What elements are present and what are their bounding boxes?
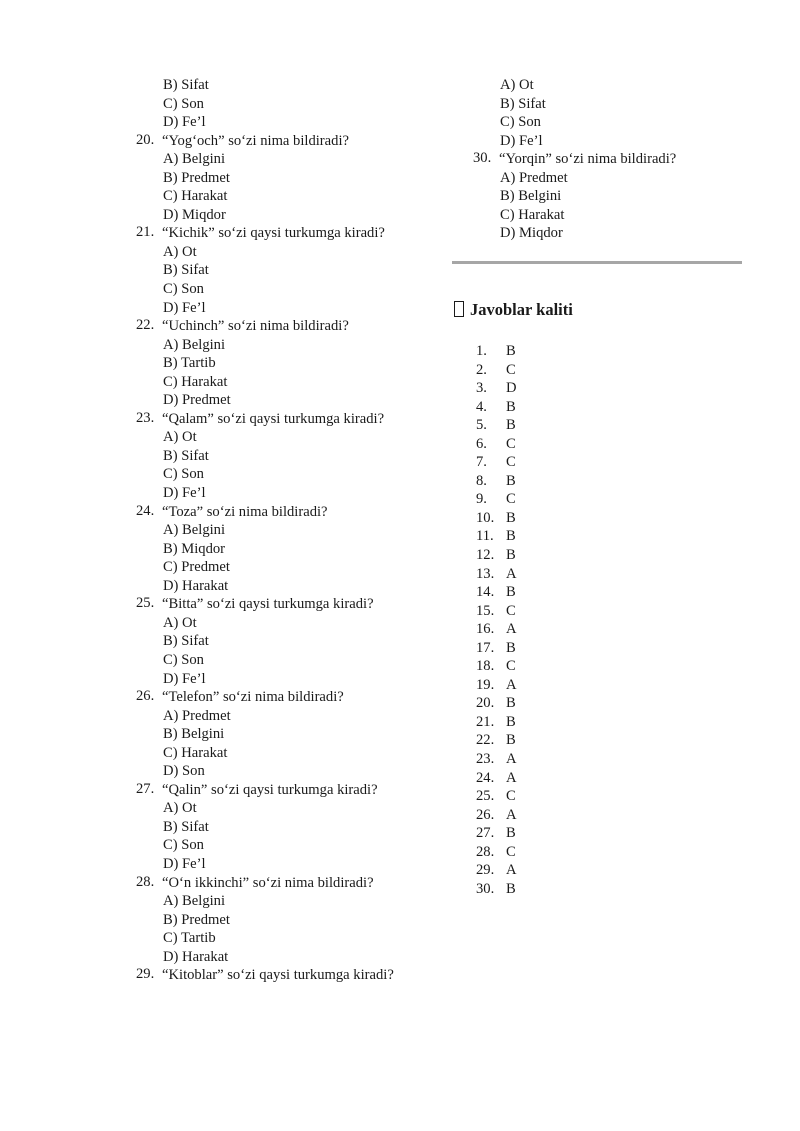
- answer-key-letter: A: [506, 862, 517, 879]
- answer-option: C) Harakat: [163, 744, 228, 761]
- answer-key-item: [476, 435, 517, 454]
- answer-key-letter: B: [506, 398, 516, 415]
- right-column: [473, 76, 753, 243]
- answer-key-letter: C: [506, 658, 516, 675]
- question-header: [136, 688, 436, 707]
- answer-key-number: 16.: [476, 621, 495, 638]
- answer-key-item: [476, 713, 517, 732]
- question-text: “Qalin” so‘zi qaysi turkumga kiradi?: [162, 781, 378, 798]
- answer-key-letter: C: [506, 843, 516, 860]
- answer-key-item: [476, 361, 517, 380]
- answer-option: A) Belgini: [163, 893, 226, 910]
- answer-option: B) Miqdor: [163, 540, 226, 557]
- answer-option: D) Fe’l: [163, 114, 206, 131]
- answer-option: D) Predmet: [163, 392, 231, 409]
- question-header: [136, 224, 436, 243]
- question-header: [136, 874, 436, 893]
- answer-key-item: [476, 342, 517, 361]
- question-number: 22.: [136, 317, 155, 334]
- question-text: “Qalam” so‘zi qaysi turkumga kiradi?: [162, 410, 385, 427]
- answer-key-number: 8.: [476, 472, 487, 489]
- answer-key-number: 14.: [476, 584, 495, 601]
- answer-key-number: 6.: [476, 435, 487, 452]
- question-text: “Telefon” so‘zi nima bildiradi?: [162, 689, 344, 706]
- answer-key-item: [476, 602, 517, 621]
- answer-key-number: 29.: [476, 862, 495, 879]
- answer-key-letter: D: [506, 380, 517, 397]
- answer-key-item: [476, 861, 517, 880]
- question-text: “Yorqin” so‘zi nima bildiradi?: [499, 151, 677, 168]
- answer-key-number: 9.: [476, 491, 487, 508]
- answer-key-letter: B: [506, 472, 516, 489]
- answer-key-letter: B: [506, 732, 516, 749]
- answer-option: A) Ot: [500, 77, 534, 93]
- question-text: “Yog‘och” so‘zi nima bildiradi?: [162, 132, 349, 149]
- answer-key-number: 12.: [476, 547, 495, 564]
- answer-option: A) Predmet: [163, 707, 231, 724]
- answer-option: B) Sifat: [163, 818, 209, 835]
- answer-option: A) Predmet: [500, 169, 568, 186]
- answer-key-number: 30.: [476, 880, 495, 897]
- question-number: 29.: [136, 966, 155, 983]
- answer-option: D) Miqdor: [500, 225, 563, 242]
- answer-key-letter: B: [506, 509, 516, 526]
- answer-option: D) Son: [163, 763, 205, 780]
- question-text: “Uchinch” so‘zi nima bildiradi?: [162, 318, 349, 335]
- answer-key-letter: C: [506, 361, 516, 378]
- answer-option: A) Belgini: [163, 336, 226, 353]
- answer-option: D) Fe’l: [163, 485, 206, 502]
- answer-option: A) Ot: [163, 800, 197, 817]
- answer-key-item: [476, 694, 517, 713]
- answer-key-letter: A: [506, 565, 517, 582]
- answer-key-letter: B: [506, 880, 516, 897]
- answer-option: C) Harakat: [163, 373, 228, 390]
- question-text: “Kichik” so‘zi qaysi turkumga kiradi?: [162, 225, 385, 242]
- answer-key-item: [476, 416, 517, 435]
- answer-key-number: 5.: [476, 417, 487, 434]
- question-item: [136, 688, 436, 781]
- answer-key-item: [476, 565, 517, 584]
- question-text: “Kitoblar” so‘zi qaysi turkumga kiradi?: [162, 967, 394, 984]
- question-number: 27.: [136, 780, 155, 797]
- answer-key-item: [476, 583, 517, 602]
- answer-key-item: [476, 787, 517, 806]
- answer-key-letter: B: [506, 528, 516, 545]
- answer-option: C) Son: [163, 837, 204, 854]
- answer-key-letter: B: [506, 639, 516, 656]
- answer-key-number: 21.: [476, 713, 495, 730]
- answer-key-number: 28.: [476, 843, 495, 860]
- question-number: 28.: [136, 873, 155, 890]
- answer-option: C) Son: [163, 281, 204, 298]
- missing-glyph-icon: [454, 301, 464, 317]
- answer-option: A) Ot: [163, 243, 197, 260]
- answer-key-letter: B: [506, 547, 516, 564]
- answer-key-number: 27.: [476, 825, 495, 842]
- answer-key-item: [476, 453, 517, 472]
- answer-key-letter: B: [506, 695, 516, 712]
- answer-key-letter: C: [506, 435, 516, 452]
- answer-key-item: [476, 639, 517, 658]
- answer-option: D) Fe’l: [500, 132, 543, 149]
- answer-key-number: 17.: [476, 639, 495, 656]
- question-number: 21.: [136, 224, 155, 241]
- answer-key-list: [476, 342, 517, 898]
- question-number: 26.: [136, 688, 155, 705]
- answer-key-number: 13.: [476, 565, 495, 582]
- answer-option: C) Harakat: [163, 188, 228, 205]
- question-header: [136, 595, 436, 614]
- answer-key-number: 18.: [476, 658, 495, 675]
- question-number: 25.: [136, 595, 155, 612]
- answer-key-number: 15.: [476, 602, 495, 619]
- answer-key-letter: B: [506, 713, 516, 730]
- answer-key-letter: C: [506, 491, 516, 508]
- answer-option: B) Sifat: [163, 447, 209, 464]
- answer-option: B) Sifat: [163, 77, 209, 93]
- answer-key-number: 22.: [476, 732, 495, 749]
- answer-key-item: [476, 620, 517, 639]
- answer-key-letter: A: [506, 676, 517, 693]
- question-number: 30.: [473, 150, 492, 167]
- answer-option: B) Tartib: [163, 355, 216, 372]
- answer-option: D) Harakat: [163, 577, 229, 594]
- answer-option: B) Belgini: [163, 726, 225, 743]
- question-item: [136, 317, 436, 410]
- question-item: [136, 595, 436, 688]
- answer-option: D) Fe’l: [163, 670, 206, 687]
- question-header: [136, 503, 436, 522]
- answer-key-number: 1.: [476, 343, 487, 359]
- answer-option: B) Predmet: [163, 169, 230, 186]
- answer-option: C) Son: [163, 95, 204, 112]
- answer-option: D) Miqdor: [163, 206, 226, 223]
- answer-option: A) Belgini: [163, 522, 226, 539]
- question-text: “Toza” so‘zi nima bildiradi?: [162, 503, 328, 520]
- question-item: [136, 224, 436, 317]
- answer-option: A) Ot: [163, 614, 197, 631]
- answer-key-item: [476, 731, 517, 750]
- answer-option: B) Predmet: [163, 911, 230, 928]
- question-item: [136, 410, 436, 503]
- answer-option: B) Sifat: [163, 633, 209, 650]
- answer-option: D) Fe’l: [163, 855, 206, 872]
- answer-key-item: [476, 769, 517, 788]
- question-number: 23.: [136, 409, 155, 426]
- question-header: [473, 150, 753, 169]
- answer-key-number: 4.: [476, 398, 487, 415]
- answer-option: C) Son: [500, 114, 541, 131]
- answer-option: C) Tartib: [163, 930, 216, 947]
- question-number: 24.: [136, 502, 155, 519]
- answer-option: A) Belgini: [163, 151, 226, 168]
- answer-key-letter: B: [506, 343, 516, 359]
- question-item: [136, 966, 436, 985]
- answer-option: C) Son: [163, 651, 204, 668]
- question-text: “O‘n ikkinchi” so‘zi nima bildiradi?: [162, 874, 374, 891]
- answer-key-item: [476, 824, 517, 843]
- answer-key-number: 24.: [476, 769, 495, 786]
- answer-key-letter: A: [506, 621, 517, 638]
- answer-option: B) Sifat: [163, 262, 209, 279]
- answer-key-item: [476, 546, 517, 565]
- answer-option: B) Sifat: [500, 95, 546, 112]
- answer-key-item: [476, 379, 517, 398]
- answer-key-item: [476, 750, 517, 769]
- question-item: [473, 150, 753, 243]
- question-header: [136, 781, 436, 800]
- answer-key-item: [476, 880, 517, 899]
- answer-key-number: 11.: [476, 528, 494, 545]
- answer-key-letter: A: [506, 806, 517, 823]
- answer-key-letter: C: [506, 788, 516, 805]
- answer-key-item: [476, 472, 517, 491]
- answer-key-number: 3.: [476, 380, 487, 397]
- answer-key-number: 25.: [476, 788, 495, 805]
- question-item: [136, 132, 436, 225]
- answer-key-number: 26.: [476, 806, 495, 823]
- answer-key-item: [476, 509, 517, 528]
- answer-key-letter: B: [506, 584, 516, 601]
- answer-option: C) Predmet: [163, 559, 230, 576]
- answer-key-item: [476, 806, 517, 825]
- question-header: [136, 966, 436, 985]
- answer-key-letter: A: [506, 751, 517, 768]
- question-item: [136, 503, 436, 596]
- answer-key-number: 23.: [476, 751, 495, 768]
- left-column: [136, 76, 436, 985]
- answer-key-item: [476, 398, 517, 417]
- answer-option: C) Harakat: [500, 206, 565, 223]
- answer-option: D) Fe’l: [163, 299, 206, 316]
- answer-key-item: [476, 527, 517, 546]
- answer-key-number: 2.: [476, 361, 487, 378]
- answer-option: A) Ot: [163, 429, 197, 446]
- answer-key-item: [476, 490, 517, 509]
- question-header: [136, 410, 436, 429]
- answer-key-number: 10.: [476, 509, 495, 526]
- answer-key-letter: C: [506, 454, 516, 471]
- answer-key-item: [476, 657, 517, 676]
- answer-key-number: 20.: [476, 695, 495, 712]
- answer-key-title: Javoblar kaliti: [470, 300, 573, 319]
- answer-key-item: [476, 843, 517, 862]
- question-item: [136, 781, 436, 874]
- answer-key-heading: [454, 300, 573, 320]
- question-text: “Bitta” so‘zi qaysi turkumga kiradi?: [162, 596, 374, 613]
- question-number: 20.: [136, 131, 155, 148]
- question-header: [136, 132, 436, 151]
- section-divider: [452, 261, 742, 264]
- answer-option: D) Harakat: [163, 948, 229, 965]
- answer-option: C) Son: [163, 466, 204, 483]
- question-header: [136, 317, 436, 336]
- answer-key-item: [476, 676, 517, 695]
- answer-key-letter: C: [506, 602, 516, 619]
- answer-key-letter: A: [506, 769, 517, 786]
- answer-key-letter: B: [506, 417, 516, 434]
- answer-key-number: 19.: [476, 676, 495, 693]
- answer-option: B) Belgini: [500, 188, 562, 205]
- answer-key-letter: B: [506, 825, 516, 842]
- answer-key-number: 7.: [476, 454, 487, 471]
- question-item: [136, 874, 436, 967]
